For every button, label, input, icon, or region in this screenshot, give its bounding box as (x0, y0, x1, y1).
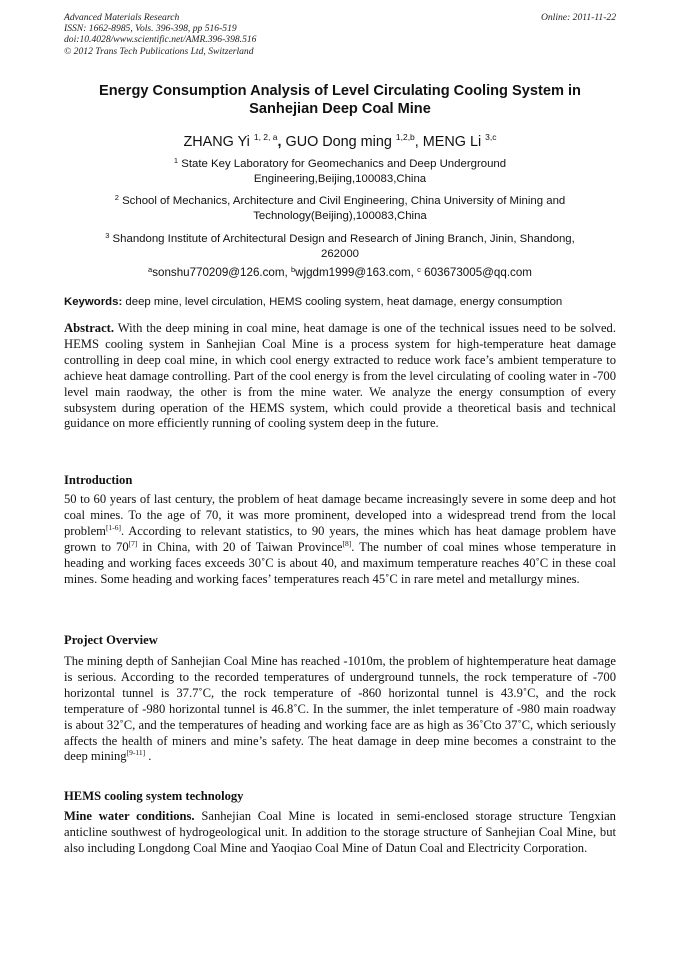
affiliation-2 (70, 194, 610, 224)
citation[interactable]: [9-11] (126, 748, 146, 758)
journal-name: Advanced Materials Research (64, 12, 180, 23)
affiliation-1 (140, 157, 540, 187)
online-date: Online: 2011-11-22 (540, 12, 616, 23)
citation[interactable]: [8] (342, 538, 352, 548)
affiliation-line: State Key Laboratory for Geomechanics and Deep Underground (181, 158, 507, 170)
hems-heading: HEMS cooling system technology (64, 789, 244, 803)
email-list (64, 265, 616, 280)
mine-water-label: Mine water conditions. (64, 809, 195, 823)
keywords-text: deep mine, level circulation, HEMS cooling system, heat damage, energy consumption (125, 296, 563, 308)
affiliation-line: Engineering,Beijing,100083,China (253, 173, 427, 186)
copyright-line: © 2012 Trans Tech Publications Ltd, Switzerland (64, 45, 254, 57)
email-marker: a (148, 265, 153, 274)
keywords-label: Keywords: (64, 296, 123, 308)
author-affiliation-marker: 3,c (485, 132, 497, 142)
paragraph-text: 50 to 60 years of last century, the problem of heat damage became increasingly severe in some deep and hot coal mines. To the age of 70, it was more prominent, developed into a widespread trend from the local problem (64, 492, 616, 538)
introduction-paragraph (64, 492, 616, 587)
affiliation-line: Shandong Institute of Architectural Design and Research of Jining Branch, Jinin, Shandong, (112, 233, 575, 245)
title-line-2: Sanhejian Deep Coal Mine (249, 101, 431, 117)
affiliation-line: Technology(Beijing),100083,China (253, 210, 427, 223)
paragraph-text: . According to relevant statistics, to 90 years, the mines which has heat damage problem have grown to 70 (64, 523, 616, 554)
author-separator: , (277, 134, 282, 150)
email-link[interactable]: 603673005@qq.com (424, 266, 532, 279)
abstract (64, 321, 616, 432)
affiliation-line: 262000 (320, 248, 359, 261)
affiliation-number: 3 (105, 231, 110, 240)
keywords (64, 295, 616, 310)
abstract-label: Abstract. (64, 321, 115, 335)
author-affiliation-marker: 1,2,b (395, 132, 415, 142)
citation[interactable]: [1-6] (105, 522, 121, 532)
author-affiliation-marker: 1, 2, a (253, 132, 278, 142)
paper-title (64, 82, 616, 118)
affiliation-line: School of Mechanics, Architecture and Civil Engineering, China University of Mining and (122, 195, 566, 207)
citation[interactable]: [7] (128, 538, 138, 548)
email-marker: b (290, 265, 296, 274)
paragraph-text: . The number of coal mines whose temperature in heading and working faces exceeds 30˚C is about 40, and maximum temperature reaches 40˚C in these coal mines. Some heading and working faces’ temperatures reach 45˚C in rare metel and metallurgy mines. (64, 539, 616, 586)
paragraph-text: in China, with 20 of Taiwan Province (137, 539, 343, 554)
author-separator: , (414, 134, 419, 150)
author-name: ZHANG Yi (183, 134, 250, 150)
email-link[interactable]: wjgdm1999@163.com, (295, 266, 414, 279)
issn-line: ISSN: 1662-8985, Vols. 396-398, pp 516-519 (64, 23, 237, 35)
author-list (64, 133, 616, 151)
affiliation-3 (64, 232, 616, 262)
author-name: MENG Li (422, 134, 482, 150)
email-link[interactable]: sonshu770209@126.com, (152, 266, 288, 279)
mine-water-paragraph (64, 809, 616, 857)
title-line-1: Energy Consumption Analysis of Level Circulating Cooling System in (99, 83, 581, 99)
affiliation-number: 1 (173, 156, 179, 165)
author-name: GUO Dong ming (285, 134, 392, 150)
affiliation-number: 2 (114, 193, 119, 202)
introduction-heading: Introduction (64, 473, 133, 487)
paragraph-text: The mining depth of Sanhejian Coal Mine has reached -1010m, the problem of hightemperature heat damage is serious. According to the recorded temperatures of underground tunnels, the rock temperature of -700 horizontal tunnel is 37.7˚C, the rock temperature of -860 horizontal tunnel is 43.9˚C, and the rock temperature of -980 horizontal tunnel is 46.8˚C. In the summer, the inlet temperature of -980 main roadway is about 32˚C, and the temperatures of heading and working face are as high as 36˚Cto 37˚C, which seriously affects the health of miners and mine’s safety. The heat damage in deep mine becomes a constraint to the deep mining (64, 654, 616, 764)
email-marker: c (417, 265, 421, 274)
project-overview-heading: Project Overview (64, 633, 158, 647)
abstract-text: With the deep mining in coal mine, heat damage is one of the technical issues need to be solved. HEMS cooling system in Sanhejian Coal Mine is a process system for high-temperature heat damage controlling in deep coal mine, in which cool energy extracted to reduce work face’s ambient temperature to achieve heat damage controlling. Part of the cool energy is from the level circulating of cooling water in -700 level main raodway, the other is from the mine water. We analyze the energy consumption of every subsystem during operation of the HEMS system, which could provide a theoretical basis and technical guidance on more efficiently running of cooling system deep in the future. (64, 321, 616, 431)
doi-line: doi:10.4028/www.scientific.net/AMR.396-398.516 (64, 34, 257, 46)
paragraph-text: . (145, 749, 152, 764)
project-overview-paragraph (64, 654, 616, 765)
paragraph-text: Sanhejian Coal Mine is located in semi-enclosed storage structure Tengxian anticline southwest of hydrogeological unit. In addition to the storage structure of Sanhejian Coal Mine, but also including Longdong Coal Mine and Yaoqiao Coal Mine of Datun Coal and Electricity Corporation. (64, 809, 616, 855)
journal-header (64, 12, 616, 57)
